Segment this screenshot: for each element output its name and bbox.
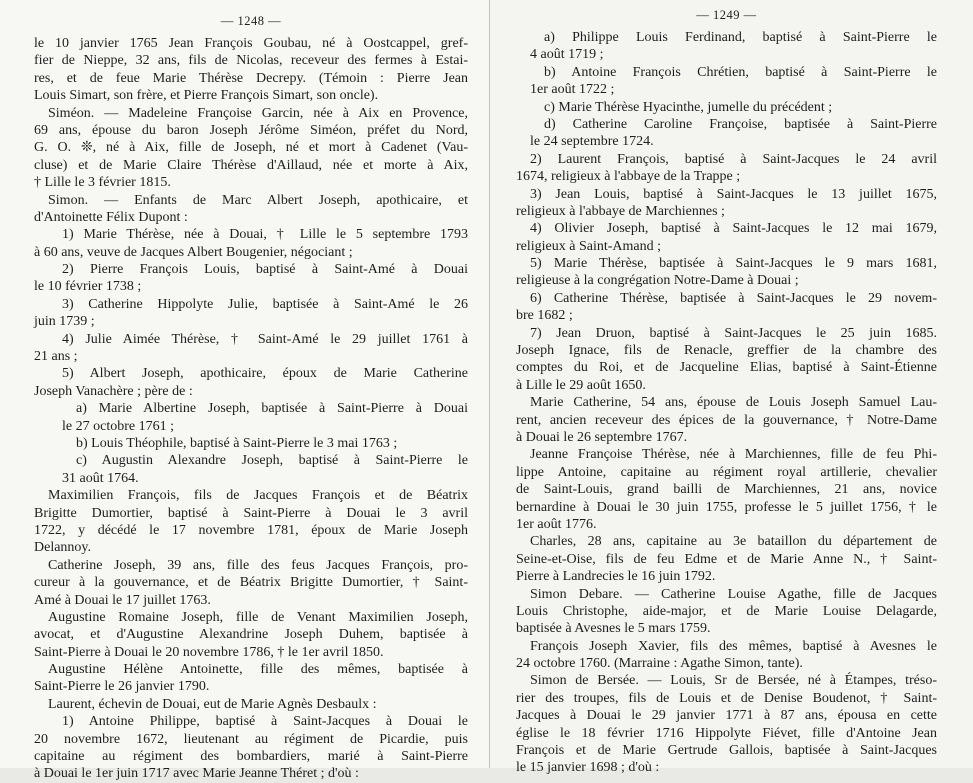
left-page-text [34, 35, 468, 783]
text-line: cluse) et de Marie Claire Thérèse d'Aillaud, née et morte à Aix, [34, 157, 468, 173]
right-page [490, 0, 973, 776]
text-line: 1) Antoine Philippe, baptisé à Saint-Jacques à Douai le [62, 714, 468, 730]
text-line: † Lille le 3 février 1815. [34, 175, 171, 191]
text-line: à Douai le 26 septembre 1767. [516, 429, 688, 445]
text-line: fier de Nieppe, 32 ans, fils de Nicolas, receveur des fermes à Estai- [34, 53, 468, 69]
text-line: 1722, y décédé le 17 novembre 1781, époux de Marie Joseph [34, 522, 468, 538]
text-line: Siméon. — Madeleine Françoise Garcin, née à Aix en Provence, [48, 105, 468, 121]
text-line: Jacques à Douai le 29 janvier 1771 à 87 ans, épousa en cette [516, 708, 937, 724]
text-line: 4 août 1719 ; [530, 47, 604, 63]
text-line: juin 1739 ; [34, 314, 95, 330]
text-line: bernardine à Douai le 30 juin 1755, professe le 5 juillet 1756, † le [516, 499, 937, 515]
text-line: le 27 octobre 1761 ; [62, 418, 174, 434]
text-line: le 10 janvier 1765 Jean François Goubau, né à Oostcappel, gref- [34, 36, 468, 51]
text-line: religieuse à la congrégation Notre-Dame à Douai ; [516, 273, 799, 289]
text-line: avocat, et d'Augustine Alexandrine Joseph Duhem, baptisée à [34, 627, 468, 643]
text-line: 20 novembre 1672, lieutenant au régiment de Picardie, puis [34, 731, 468, 747]
text-line: 4) Olivier Joseph, baptisé à Saint-Jacques le 12 mai 1679, [530, 221, 937, 237]
text-line: 3) Jean Louis, baptisé à Saint-Jacques le 13 juillet 1675, [530, 186, 937, 202]
text-line: église le 18 février 1716 Hippolyte Fiévet, fille d'Antoine Jean [516, 725, 937, 741]
text-line: b) Antoine François Chrétien, baptisé à Saint-Pierre le [544, 64, 937, 80]
text-line: lippe Antoine, capitaine au régiment royal artillerie, chevalier [516, 464, 937, 480]
text-line: Laurent, échevin de Douai, eut de Marie Agnès Desbaulx : [48, 696, 377, 712]
text-line: 4) Julie Aimée Thérèse, † Saint-Amé le 29 juillet 1761 à [62, 331, 468, 347]
text-line: a) Philippe Louis Ferdinand, baptisé à Saint-Pierre le [544, 30, 937, 45]
text-line: Simon Debare. — Catherine Louise Agathe, fille de Jacques [530, 586, 937, 602]
text-line: 31 août 1764. [62, 470, 139, 486]
text-line: 6) Catherine Thérèse, baptisée à Saint-Jacques le 29 novem- [530, 290, 937, 306]
right-page-number: — 1249 — [696, 8, 757, 22]
text-line: le 15 janvier 1698 ; d'où : [516, 760, 660, 776]
text-line: capitaine au régiment des bombardiers, marié à Saint-Pierre [34, 749, 468, 765]
text-line: Joseph Vanachère ; père de : [34, 383, 193, 399]
text-line: Catherine Joseph, 39 ans, fille des feus Jacques François, pro- [48, 557, 468, 573]
text-line: 2) Laurent François, baptisé à Saint-Jacques le 24 avril [530, 151, 937, 167]
text-line: c) Marie Thérèse Hyacinthe, jumelle du précédent ; [544, 99, 833, 115]
text-line: a) Marie Albertine Joseph, baptisée à Saint-Pierre à Douai [76, 401, 468, 417]
text-line: cureur à la gouvernance, et de Béatrix Brigitte Dumortier, † Saint- [34, 575, 468, 591]
text-line: 1er août 1722 ; [530, 82, 615, 98]
text-line: 5) Albert Joseph, apothicaire, époux de Marie Catherine [62, 366, 468, 382]
text-line: c) Augustin Alexandre Joseph, baptisé à Saint-Pierre le [76, 453, 468, 469]
text-line: à 60 ans, veuve de Jacques Albert Bougenier, négociant ; [34, 244, 353, 260]
text-line: le 24 septembre 1724. [530, 134, 654, 150]
text-line: Amé à Douai le 17 juillet 1763. [34, 592, 211, 608]
text-line: comptes du Roi, et de Jacqueline Elias, baptisé à Saint-Étienne [516, 360, 937, 376]
right-page-text [516, 29, 937, 777]
text-line: 1674, religieux à l'abbaye de la Trappe ; [516, 169, 741, 185]
text-line: b) Louis Théophile, baptisé à Saint-Pierre le 3 mai 1763 ; [76, 435, 398, 451]
text-line: Simon de Bersée. — Louis, Sr de Bersée, né à Étampes, tréso- [530, 673, 937, 689]
text-line: Augustine Hélène Antoinette, fille des mêmes, baptisée à [48, 662, 468, 678]
text-line: res, et de feue Marie Thérèse Decrepy. (Témoin : Pierre Jean [34, 70, 468, 86]
text-line: Augustine Romaine Joseph, fille de Venant Maximilien Joseph, [48, 609, 468, 625]
text-line: Marie Catherine, 54 ans, épouse de Louis Joseph Samuel Lau- [530, 395, 937, 411]
text-line: à Douai le 1er juin 1717 avec Marie Jeanne Théret ; d'où : [34, 766, 359, 782]
text-line: 69 ans, épouse du baron Joseph Jérôme Siméon, préfet du Nord, [34, 122, 468, 138]
text-line: 21 ans ; [34, 349, 78, 365]
text-line: Louis Christophe, aide-major, et de Marie Louise Delagarde, [516, 603, 937, 619]
text-line: Saint-Pierre à Douai le 20 novembre 1786, † le 1er avril 1850. [34, 644, 384, 660]
text-line: Seine-et-Oise, fils de feu Edme et de Marie Anne N., † Saint- [516, 551, 937, 567]
text-line: baptisée à Avesnes le 5 mars 1759. [516, 621, 711, 637]
text-line: Simon. — Enfants de Marc Albert Joseph, apothicaire, et [48, 192, 468, 208]
text-line: de Saint-Louis, grand bailli de Marchiennes, 21 ans, novice [516, 482, 937, 498]
text-line: Brigitte Dumortier, baptisé à Saint-Pierre à Douai le 3 avril [34, 505, 468, 521]
text-line: Maximilien François, fils de Jacques François et de Béatrix [48, 488, 468, 504]
text-line: Jeanne Françoise Thérèse, née à Marchiennes, fille de feu Phi- [530, 447, 937, 463]
text-line: François Joseph Xavier, fils des mêmes, baptisé à Avesnes le [530, 638, 937, 654]
text-line: Saint-Pierre le 26 janvier 1790. [34, 679, 210, 695]
text-line: 2) Pierre François Louis, baptisé à Saint-Amé à Douai [62, 262, 468, 278]
text-line: rent, ancien receveur des épices de la gouvernance, † Notre-Dame [516, 412, 937, 428]
text-line: Joseph Ignace, fils de Renacle, greffier de la chambre des [516, 343, 937, 359]
text-line: Delannoy. [34, 540, 92, 556]
left-page-number: — 1248 — [220, 14, 282, 28]
text-line: 24 octobre 1760. (Marraine : Agathe Simon, tante). [516, 656, 803, 672]
text-line: d'Antoinette Félix Dupont : [34, 209, 188, 225]
text-line: religieux à l'abbaye de Marchiennes ; [516, 203, 725, 219]
text-line: 1) Marie Thérèse, née à Douai, † Lille le 5 septembre 1793 [62, 227, 468, 243]
text-line: Louis Simart, son frère, et Pierre François Simart, son oncle). [34, 88, 379, 104]
text-line: Charles, 28 ans, capitaine au 3e bataillon du département de [530, 534, 937, 550]
text-line: François et de Marie Gertrude Gallois, baptisée à Saint-Jacques [516, 743, 937, 759]
text-line: rier des troupes, fils de Louis et de Denise Boudenot, † Saint- [516, 690, 937, 706]
text-line: 7) Jean Druon, baptisé à Saint-Jacques le 25 juin 1685. [530, 325, 937, 341]
text-line: 1er août 1776. [516, 516, 597, 532]
text-line: à Lille le 29 août 1650. [516, 377, 646, 393]
text-line: 5) Marie Thérèse, baptisée à Saint-Jacques le 9 mars 1681, [530, 256, 937, 272]
text-line: Pierre à Landrecies le 16 juin 1792. [516, 569, 716, 585]
text-line: bre 1682 ; [516, 308, 573, 324]
text-line: le 10 février 1738 ; [34, 279, 142, 295]
text-line: G. O. ❊, né à Aix, fille de Joseph, né et mort à Cadenet (Vau- [34, 140, 468, 156]
text-line: d) Catherine Caroline Françoise, baptisée à Saint-Pierre [544, 116, 937, 132]
text-line: 3) Catherine Hippolyte Julie, baptisée à Saint-Amé le 26 [62, 296, 468, 312]
text-line: religieux à Saint-Amand ; [516, 238, 662, 254]
